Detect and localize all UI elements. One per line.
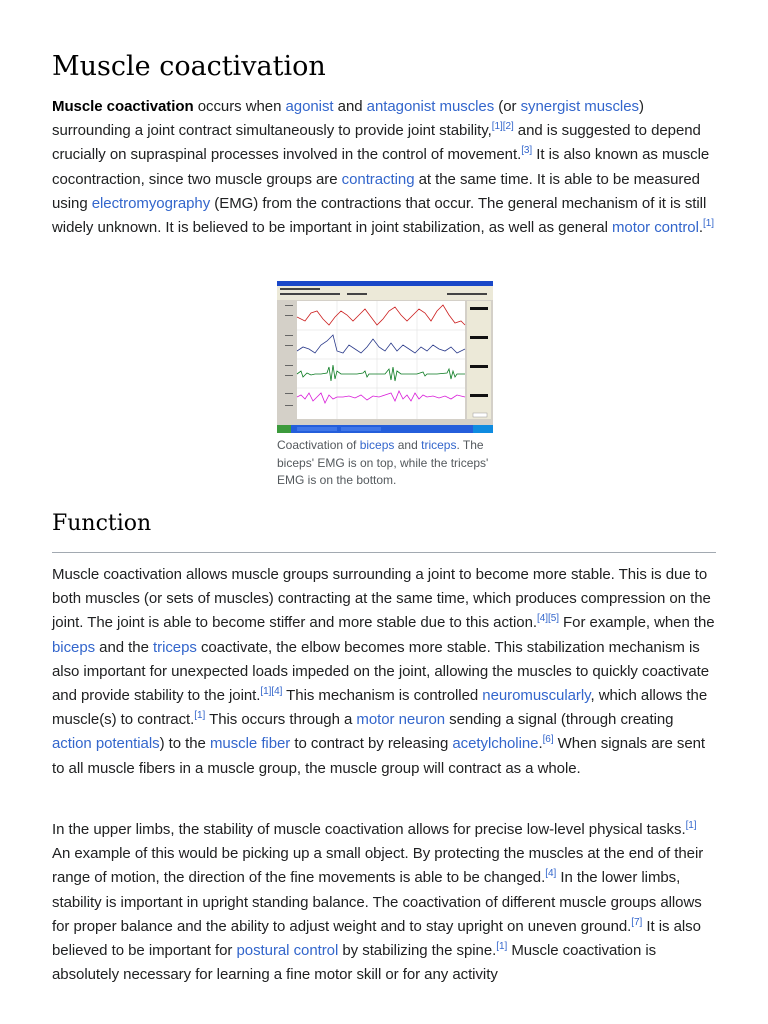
citation-link[interactable]: [1] — [496, 941, 508, 953]
function-paragraph-2: In the upper limbs, the stability of muscle coactivation allows for precise low-level physical tasks.[1] An example of this would be picking up a small object. By protecting the muscles at the end of their range of motion, the direction of the fine movements is able to be changed.[4] In the lower limbs, stability is important in upright standing balance. The coactivation of different muscle groups allows for proper balance and the ability to adjust weight and to stay upright on uneven ground.[7] It is also believed to be important for postural control by stabilizing the spine.[1] Muscle coactivation is absolutely necessary for learning a fine motor skill or for any activity — [52, 820, 704, 984]
emg-screenshot-image[interactable] — [277, 281, 493, 433]
citation-link[interactable]: [5] — [547, 613, 559, 625]
link-agonist[interactable]: agonist — [285, 98, 334, 115]
link-electromyography[interactable]: electromyography — [91, 194, 211, 212]
function-paragraph-1: Muscle coactivation allows muscle groups surrounding a joint to become more stable. This is due to both muscles (or sets of muscles) contracting at the same time, which produces compression on the joint. The joint is able to become stiffer and more stable due to this action.[4][5] For example, when the biceps and the triceps coactivate, the elbow becomes more stable. This stabilization mechanism is also important for unexpected loads impeded on the joint, allowing the muscles to quickly coactivate and provide stability to the joint.[1][4] This mechanism is controlled neuromuscularly, which allows the muscle(s) to contract.[1] This occurs through a motor neuron sending a signal (through creating action potentials) to the muscle fiber to contract by releasing acetylcholine.[6] When signals are sent to all muscle fibers in a muscle group, the muscle group will contract as a whole. — [52, 566, 715, 777]
link-antagonist-muscles[interactable]: antagonist muscles — [366, 98, 495, 115]
section-divider — [52, 552, 716, 553]
link-neuromuscularly[interactable]: neuromuscularly — [482, 687, 591, 705]
link-motor-neuron[interactable]: motor neuron — [356, 711, 446, 729]
citation-link[interactable]: [6] — [542, 734, 554, 746]
citation-link[interactable]: [4] — [537, 613, 548, 625]
figure-caption: Coactivation of biceps and triceps. The biceps' EMG is on top, while the triceps' EMG is on the bottom. — [277, 438, 489, 487]
citation-link[interactable]: [1] — [260, 686, 272, 698]
caption-link-biceps[interactable]: biceps — [359, 438, 395, 452]
caption-link-triceps[interactable]: triceps — [421, 438, 457, 452]
citation-link[interactable]: [4] — [545, 868, 557, 880]
intro-paragraph: Muscle coactivation occurs when agonist and antagonist muscles (or synergist muscles) surrounding a joint contract simultaneously to provide joint stability,[1][2] and is suggested to depend crucially on supraspinal processes involved in the control of movement.[3] It is also known as muscle cocontraction, since two muscle groups are contracting at the same time. It is able to be measured using electromyography (EMG) from the contractions that occur. The general mechanism of it is still widely unknown. It is believed to be important in joint stabilization, as well as general motor control.[1] — [52, 98, 714, 237]
link-biceps[interactable]: biceps — [52, 638, 96, 656]
link-postural-control[interactable]: postural control — [236, 942, 339, 960]
citation-link[interactable]: [4] — [271, 686, 283, 698]
link-acetylcholine[interactable]: acetylcholine — [452, 735, 539, 753]
citation-link[interactable]: [1] — [194, 710, 206, 722]
link-motor-control[interactable]: motor control — [611, 219, 699, 237]
citation-link[interactable]: [1] — [685, 820, 697, 831]
link-triceps[interactable]: triceps — [153, 638, 197, 656]
citation-link[interactable]: [1] — [491, 121, 503, 133]
bold-term: Muscle coactivation — [52, 98, 194, 115]
citation-link[interactable]: [7] — [631, 916, 643, 928]
link-muscle-fiber[interactable]: muscle fiber — [209, 735, 291, 753]
link-action-potentials[interactable]: action potentials — [52, 735, 160, 753]
link-contracting[interactable]: contracting — [341, 170, 415, 188]
emg-figure — [277, 281, 493, 490]
citation-link[interactable]: [2] — [502, 121, 514, 133]
link-synergist-muscles[interactable]: synergist muscles — [520, 98, 639, 115]
section-heading-function: Function — [52, 511, 152, 536]
citation-link[interactable]: [1] — [703, 218, 714, 230]
page-title: Muscle coactivation — [52, 51, 326, 82]
citation-link[interactable]: [3] — [521, 145, 533, 157]
